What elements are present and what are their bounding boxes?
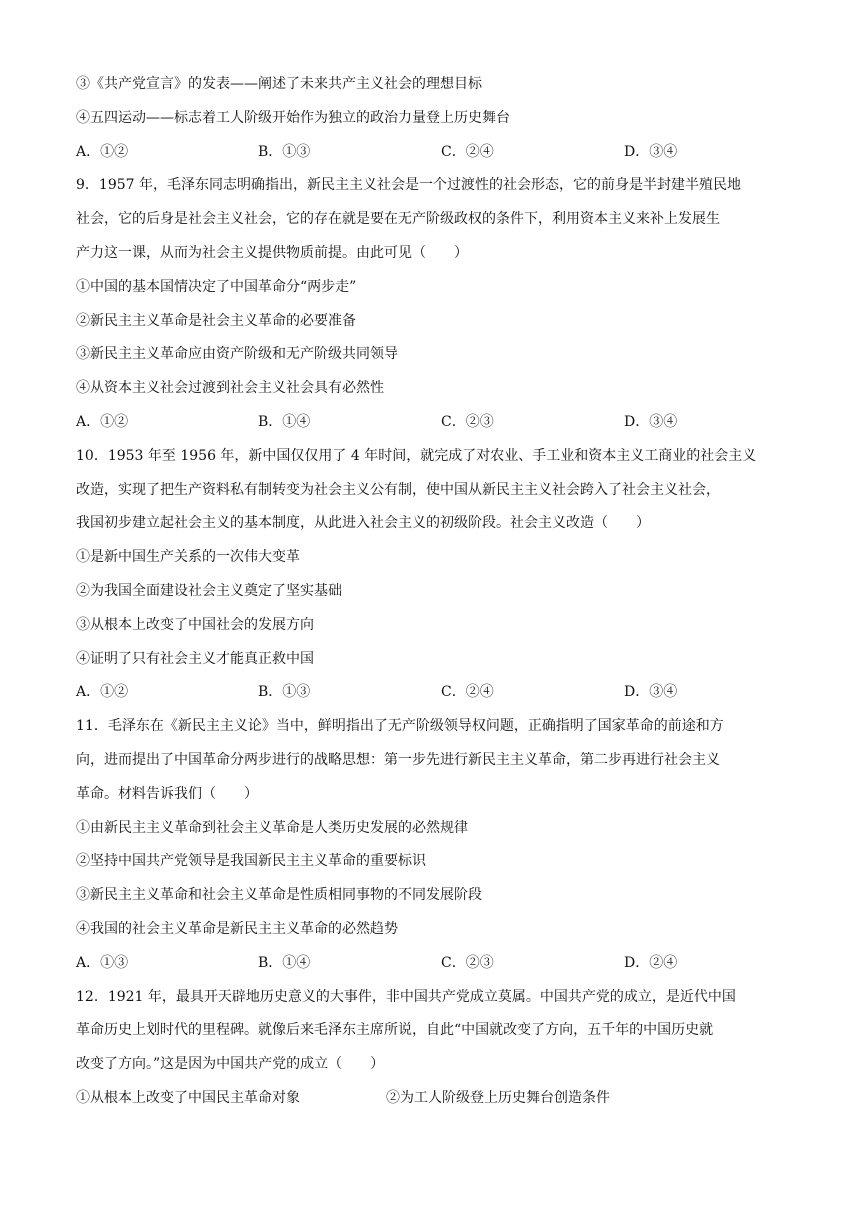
question-9 [76,169,788,439]
choice-a[interactable]: A．①② [76,143,129,160]
question-stem-line: 社会，它的后身是社会主义社会，它的存在就是要在无产阶级政权的条件下，利用资本主义来补上发展生 [76,211,720,228]
question-stem-line: 革命。材料告诉我们（ ） [76,785,258,802]
option-1: ①从根本上改变了中国民主革命对象 [76,1089,300,1106]
question-stem-line: 9．1957 年，毛泽东同志明确指出，新民主主义社会是一个过渡性的社会形态，它的前身是半封建半殖民地 [76,177,741,194]
choice-a[interactable]: A．①② [76,684,129,701]
option-line: ③新民主主义革命和社会主义革命是性质相同事物的不同发展阶段 [76,887,482,904]
choice-d[interactable]: D．③④ [624,413,678,430]
option-line: ④从资本主义社会过渡到社会主义社会具有必然性 [76,380,384,397]
option-line: ④证明了只有社会主义才能真正救中国 [76,650,314,667]
choice-c[interactable]: C．②③ [441,413,494,430]
option-line: ①由新民主主义革命到社会主义革命是人类历史发展的必然规律 [76,819,468,836]
choice-c[interactable]: C．②④ [441,684,494,701]
choice-b[interactable]: B．①③ [258,684,311,701]
question-stem-line: 我国初步建立起社会主义的基本制度，从此进入社会主义的初级阶段。社会主义改造（ ） [76,515,650,532]
question-stem-line: 革命历史上划时代的里程碑。就像后来毛泽东主席所说，自此“中国就改变了方向，五千年的中国历史就 [76,1022,714,1039]
answer-choices [76,406,788,440]
option-line: ①中国的基本国情决定了中国革命分“两步走” [76,278,357,295]
option-line: ④五四运动——标志着工人阶级开始作为独立的政治力量登上历史舞台 [76,109,510,126]
option-pair-row [76,1082,788,1116]
option-line: ③从根本上改变了中国社会的发展方向 [76,616,314,633]
choice-a[interactable]: A．①③ [76,954,129,971]
question-stem-line: 产力这一课，从而为社会主义提供物质前提。由此可见（ ） [76,244,468,261]
question-stem-line: 10．1953 年至 1956 年，新中国仅仅用了 4 年时间，就完成了对农业、手工业和资本主义工商业的社会主义 [76,447,757,464]
question-8-tail [76,68,788,169]
option-line: ②为我国全面建设社会主义奠定了坚实基础 [76,582,342,599]
choice-c[interactable]: C．②④ [441,143,494,160]
question-stem-line: 向，进而提出了中国革命分两步进行的战略思想：第一步先进行新民主主义革命，第二步再进行社会主义 [76,751,720,768]
option-line: ③新民主主义革命应由资产阶级和无产阶级共同领导 [76,346,398,363]
choice-b[interactable]: B．①④ [258,954,311,971]
option-line: ②坚持中国共产党领导是我国新民主主义革命的重要标识 [76,853,426,870]
question-stem-line: 改变了方向。”这是因为中国共产党的成立（ ） [76,1056,385,1073]
choice-b[interactable]: B．①④ [258,413,311,430]
question-stem-line: 改造，实现了把生产资料私有制转变为社会主义公有制，使中国从新民主主义社会跨入了社会主义社会， [76,481,720,498]
answer-choices [76,947,788,981]
question-stem-line: 11．毛泽东在《新民主主义论》当中，鲜明指出了无产阶级领导权问题，正确指明了国家革命的前途和方 [76,718,724,735]
choice-c[interactable]: C．②③ [441,954,494,971]
question-11 [76,710,788,980]
question-stem-line: 12．1921 年，最具开天辟地历史意义的大事件，非中国共产党成立莫属。中国共产党的成立，是近代中国 [76,988,736,1005]
choice-d[interactable]: D．③④ [624,684,678,701]
choice-d[interactable]: D．②④ [624,954,678,971]
option-line: ②新民主主义革命是社会主义革命的必要准备 [76,312,356,329]
choice-d[interactable]: D．③④ [624,143,678,160]
question-12 [76,981,788,1116]
question-10 [76,440,788,710]
option-line: ③《共产党宣言》的发表——阐述了未来共产主义社会的理想目标 [76,76,482,92]
option-2: ②为工人阶级登上历史舞台创造条件 [386,1089,610,1106]
answer-choices [76,136,788,170]
option-line: ①是新中国生产关系的一次伟大变革 [76,549,300,566]
answer-choices [76,676,788,710]
choice-a[interactable]: A．①② [76,413,129,430]
choice-b[interactable]: B．①③ [258,143,311,160]
exam-page [76,68,788,1116]
option-line: ④我国的社会主义革命是新民主主义革命的必然趋势 [76,920,398,937]
